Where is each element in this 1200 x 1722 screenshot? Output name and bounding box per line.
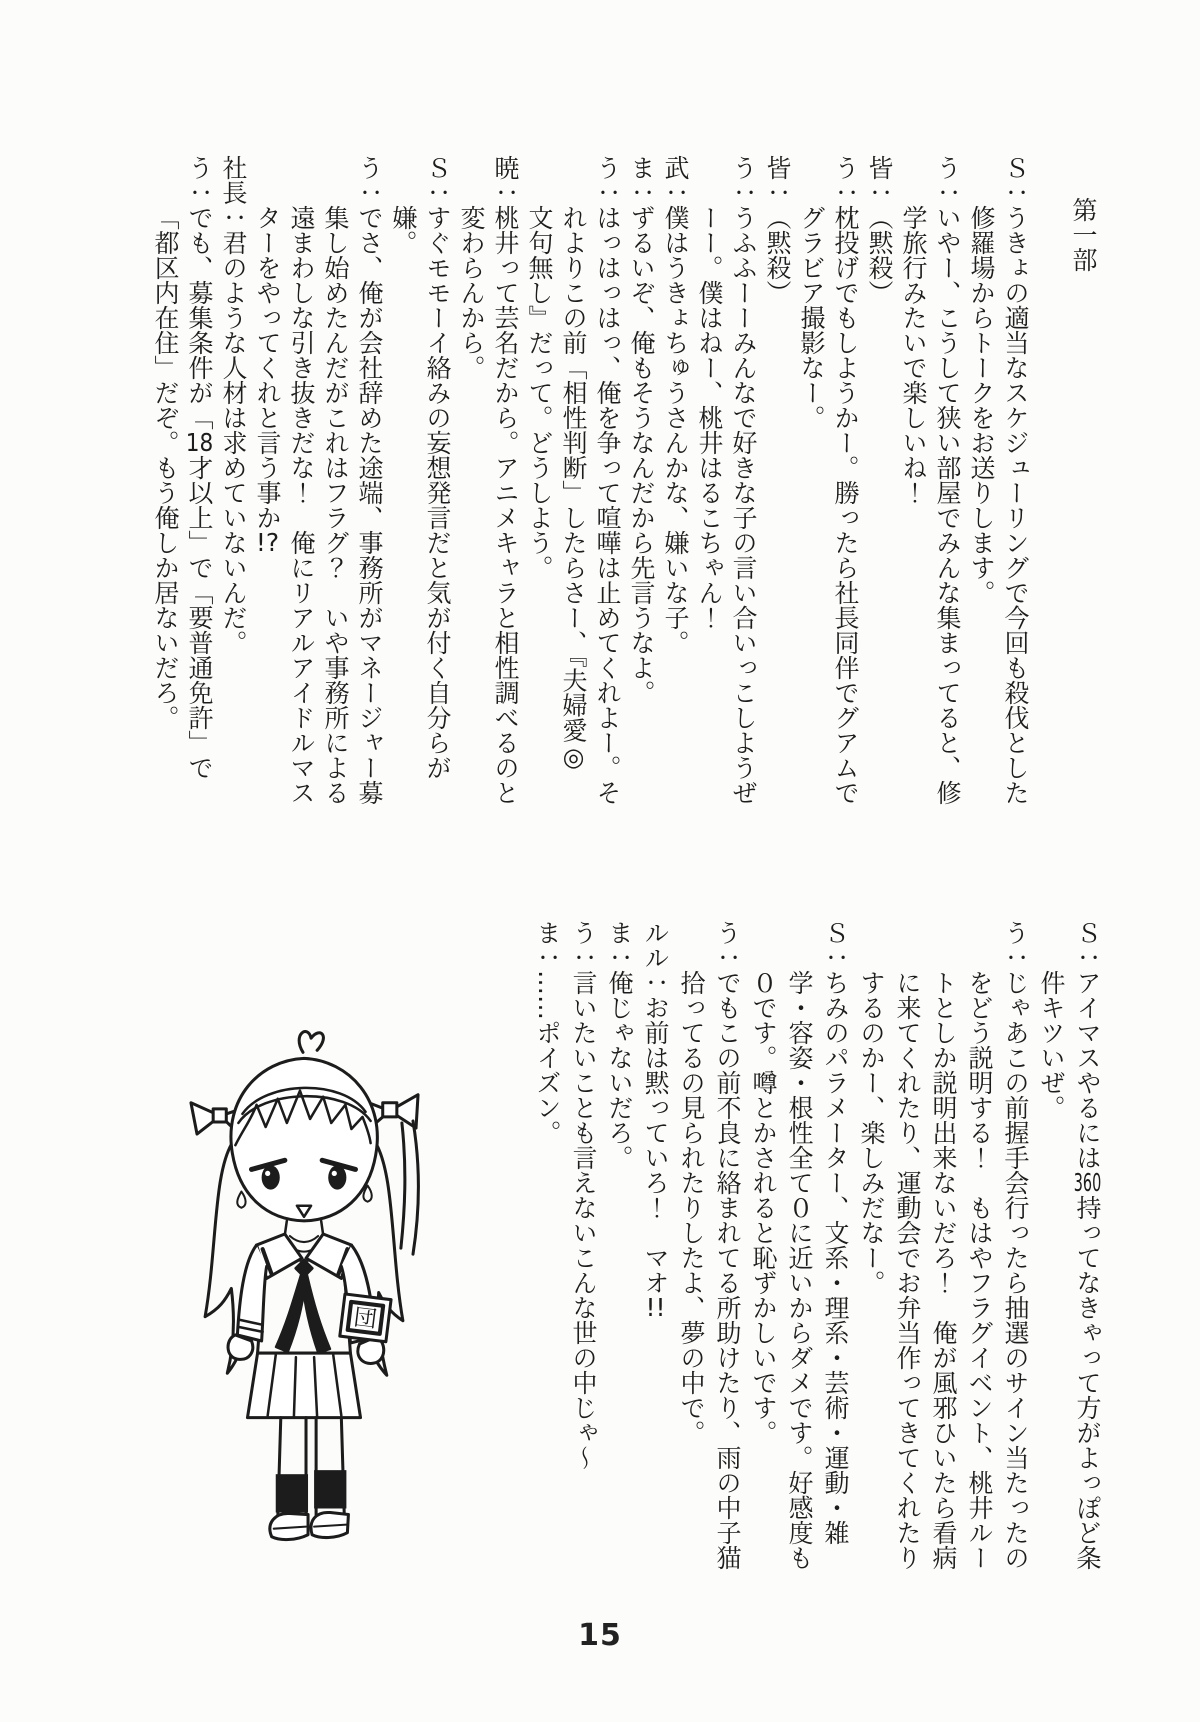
part1-text-block bbox=[148, 155, 1100, 813]
neck-ribbon bbox=[296, 1260, 312, 1276]
dialogue-line: ま：ずるいぞ、俺もそうなんだから先言うなよ。 bbox=[627, 155, 656, 705]
dialogue-line: う：でさ、俺が会社辞めた途端、事務所がマネージャー募集し始めたんだがこれはフラグ？ いや事務所による遠まわしな引き抜きだな！ 俺にリアルアイドルマスターをやってくれと言う事か!? bbox=[253, 155, 384, 805]
dialogue-line: ま：……ポイズン。 bbox=[533, 920, 562, 1145]
left-eye bbox=[262, 1165, 280, 1189]
dialogue-line: う：うふふーーみんなで好きな子の言い合いっこしようぜーー。僕はねー、桃井はるこちゃん！ bbox=[695, 155, 758, 805]
dialogue-line: 皆：（黙殺） bbox=[763, 155, 792, 305]
part1-heading: 第一部 bbox=[1069, 197, 1098, 272]
dialogue-line: う：言いたいことも言えないこんな世の中じゃ～ bbox=[569, 920, 598, 1470]
left-fist bbox=[228, 1335, 253, 1359]
page-number: 15 bbox=[578, 1618, 622, 1653]
sweat-drop-left bbox=[237, 1192, 245, 1208]
dialogue-line: う：はっはっはっ、俺を争って喧嘩は止めてくれよー。それよりこの前「相性判断」したらさー、『夫婦愛◎ 文句無し』だって。どうしよう。 bbox=[525, 155, 622, 805]
chibi-character-illustration bbox=[148, 1018, 460, 1563]
dialogue-line: 皆：（黙殺） bbox=[865, 155, 894, 305]
dialogue-line: 武：僕はうきょちゅうさんかな、嫌いな子。 bbox=[661, 155, 690, 655]
dialogue-line: ルル：お前は黙っていろ！ マオ!! bbox=[641, 920, 670, 1320]
dialogue-line: Ｓ：すぐモモーイ絡みの妄想発言だと気が付く自分らが嫌。 bbox=[389, 155, 452, 780]
part2-text-block bbox=[529, 920, 1105, 1578]
ahoge-hair-strand bbox=[299, 1032, 323, 1053]
chibi-girl-drawing bbox=[148, 1018, 460, 1563]
dialogue-line: ま：俺じゃないだろ。 bbox=[605, 920, 634, 1170]
dialogue-line: Ｓ：うきょの適当なスケジューリングで今回も殺伐とした修羅場からトークをお送りします。 bbox=[967, 155, 1030, 805]
right-eye bbox=[328, 1165, 346, 1189]
dialogue-line: う：でも、募集条件が「18才以上」で「要普通免許」で「都区内在住」だぞ。もう俺しか居ないだろ。 bbox=[151, 155, 214, 780]
dialogue-line: 社長：君のような人材は求めていないんだ。 bbox=[219, 155, 248, 655]
dialogue-line: う：じゃあこの前握手会行ったら抽選のサイン当たったのをどう説明する！ もはやフラグイベント、桃井ルートとしか説明出来ないだろ！ 俺が風邪ひいたら看病に来てくれたり、運動会でお弁当作ってきてくれたりするのかー、楽しみだなー。 bbox=[857, 920, 1030, 1570]
dialogue-line: う：枕投げでもしようかー。勝ったら社長同伴でグアムでグラビア撮影なー。 bbox=[797, 155, 860, 805]
left-sock bbox=[276, 1474, 308, 1512]
dialogue-line: Ｓ：アイマスやるには360持ってなきゃって方がよっぽど条件キツいぜ。 bbox=[1037, 920, 1102, 1570]
dialogue-line: 暁：桃井って芸名だから。アニメキャラと相性調べるのと変わらんから。 bbox=[457, 155, 520, 805]
right-sock bbox=[314, 1470, 346, 1508]
dialogue-line: う：いやー、こうして狭い部屋でみんな集まってると、修学旅行みたいで楽しいね！ bbox=[899, 155, 962, 805]
head-outline bbox=[231, 1058, 377, 1220]
dialogue-line: Ｓ：ちみのパラメーター、文系・理系・芸術・運動・雑学・容姿・根性全て０に近いからダメです。好感度も０です。噂とかされると恥ずかしいです。 bbox=[749, 920, 850, 1570]
dialogue-line: う：でもこの前不良に絡まれてる所助けたり、雨の中子猫拾ってるの見られたりしたよ、夢の中で。 bbox=[677, 920, 742, 1570]
skirt bbox=[247, 1353, 360, 1418]
armband-label: 団 bbox=[352, 1303, 379, 1334]
